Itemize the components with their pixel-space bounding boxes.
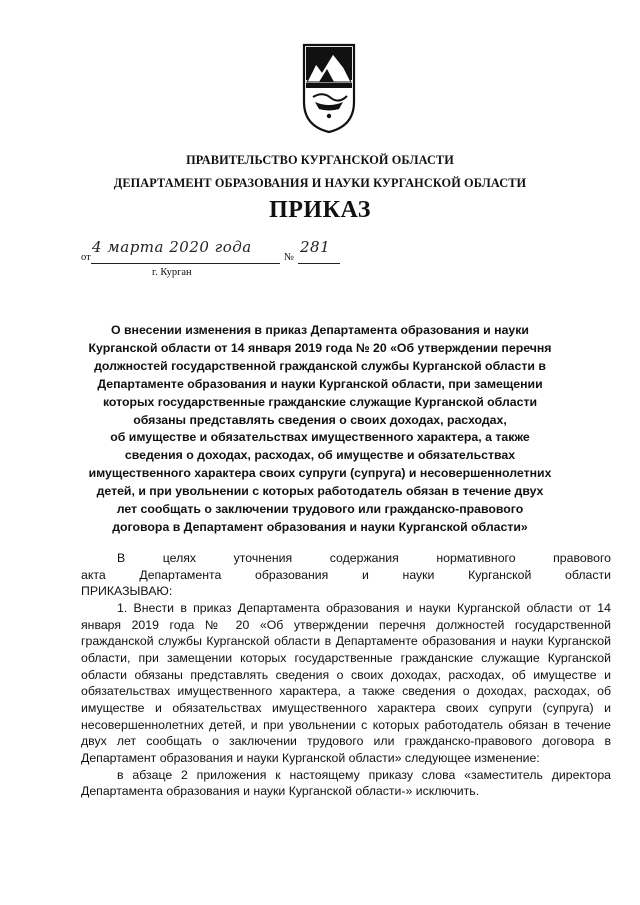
title-line: должностей государственной гражданской службы Курганской области в [94,358,546,373]
title-line: имущественного характера своих супруги (супруга) и несовершеннолетних [88,466,552,481]
government-name: ПРАВИТЕЛЬСТВО КУРГАНСКОЙ ОБЛАСТИ [186,153,454,167]
document-type: ПРИКАЗ [269,197,371,223]
title-line: сведения о доходах, расходах, об имуществе и обязательствах [124,448,516,463]
coat-of-arms-emblem [301,42,357,134]
date-from-label: от [81,252,91,263]
preamble-paragraph: В целях уточнения содержания нормативного правового акта Департамента образования и науки Курганской области ПРИКАЗЫВАЮ: [81,551,611,599]
order-body [81,550,611,800]
title-line: договора в Департамент образования и науки Курганской области» [112,519,528,534]
clause-1-paragraph: 1. Внести в приказ Департамента образования и науки Курганской области от 14 января 2019 года № 20 «Об утверждении перечня должностей государственной гражданской службы Курганской области в Департаменте образования и науки Курганской области, при замещении которых государственные гражданские служащие Курганской области обязаны представлять сведения о своих доходах, расходах, об имуществе и обязательствах имущественного характера, а также сведения о доходах, расходах, об имуществе и обязательствах имущественного характера своих супруги (супруга) и несовершеннолетних детей, и при увольнении с которых работодатель обязан в течение двух лет сообщать о заключении трудового или гражданско-правового договора в Департамент образования и науки Курганской области» следующее изменение: [81,600,611,765]
title-line: обязаны представлять сведения о своих доходах, расходах, [133,412,507,427]
title-line: Департаменте образования и науки Курганской области, при замещении [97,376,543,391]
title-line: Курганской области от 14 января 2019 года № 20 «Об утверждении перечня [88,340,552,355]
amendment-paragraph: в абзаце 2 приложения к настоящему приказу слова «заместитель директора Департамента образования и науки Курганской области-» исключить. [81,767,611,799]
title-line: которых государственные гражданские служащие Курганской области [102,394,538,409]
department-name: ДЕПАРТАМЕНТ ОБРАЗОВАНИЯ И НАУКИ КУРГАНСКОЙ ОБЛАСТИ [113,176,527,190]
title-line: лет сообщать о заключении трудового или гражданско-правового [116,502,524,517]
title-line: О внесении изменения в приказ Департамента образования и науки [111,323,529,337]
title-line: об имуществе и обязательствах имущественного характера, а также [110,430,530,445]
date-underline [91,263,280,264]
title-line: детей, и при увольнении с которых работодатель обязан в течение двух [96,484,544,499]
city-label: г. Курган [152,267,192,278]
handwritten-number: 281 [300,238,331,256]
handwritten-date: 4 марта 2020 года [92,238,252,256]
number-label: № [284,252,295,263]
order-title [80,322,560,537]
number-underline [298,263,340,264]
